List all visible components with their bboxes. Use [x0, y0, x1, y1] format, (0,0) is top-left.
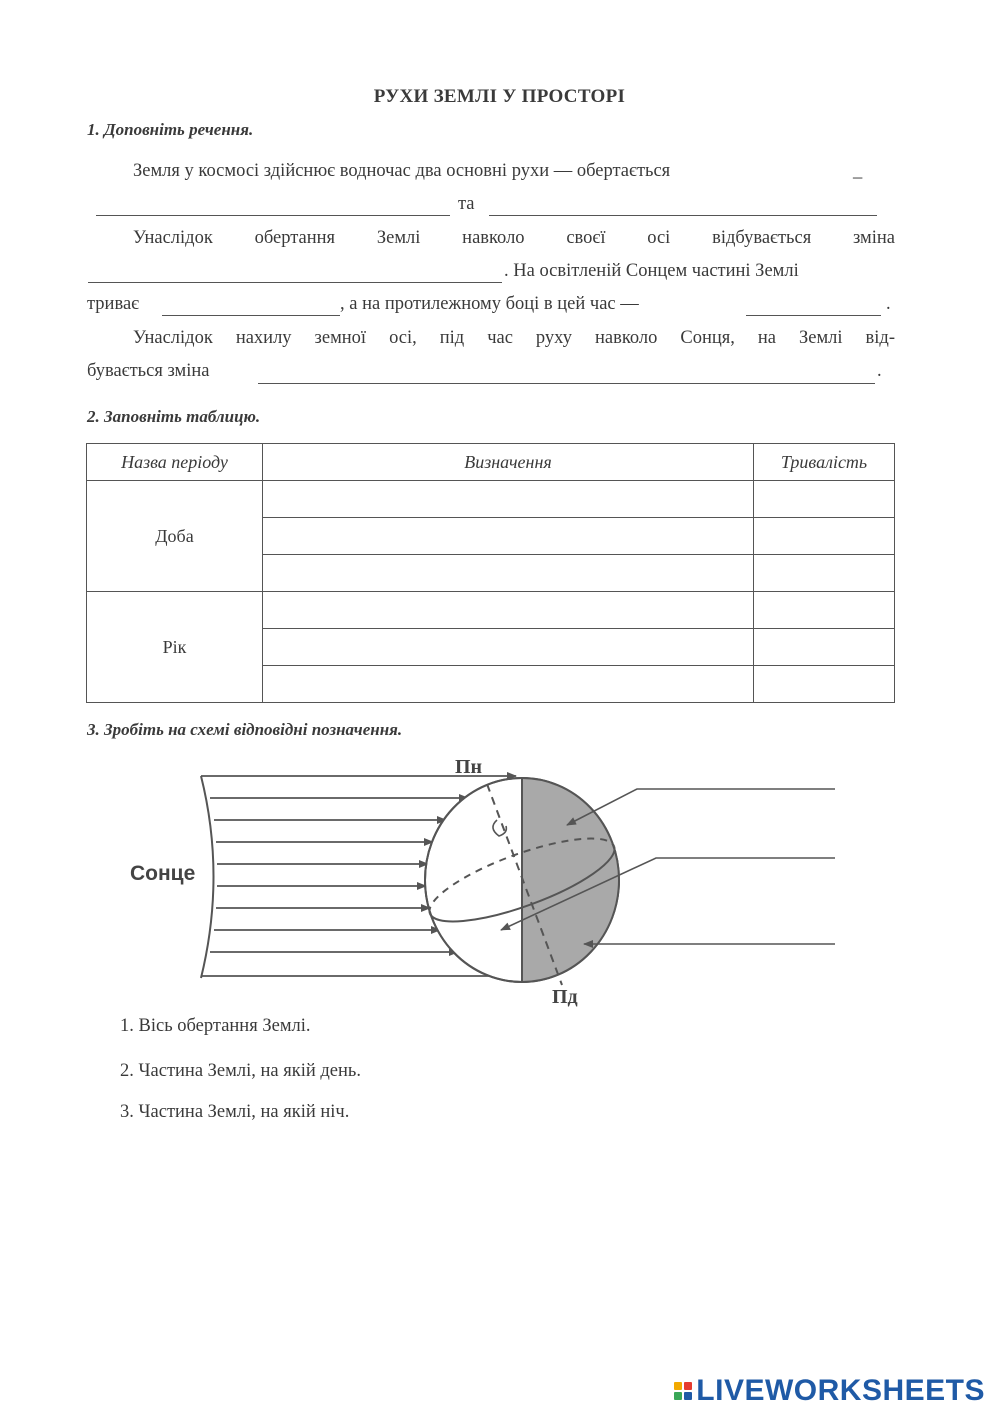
duration-cell[interactable]: [754, 518, 895, 555]
answer-input-change[interactable]: [92, 263, 498, 283]
definition-cell[interactable]: [263, 666, 754, 703]
task1-p3-line2-start: бувається зміна: [87, 361, 210, 381]
task1-p2-line3-start: триває: [87, 294, 140, 314]
sun-boundary: [201, 776, 214, 978]
pointer-line-1: [567, 789, 835, 825]
legend-item-night: 3. Частина Землі, на якій ніч.: [120, 1102, 350, 1122]
column-header-period: Назва періоду: [87, 444, 263, 481]
page-title: РУХИ ЗЕМЛІ У ПРОСТОРІ: [373, 86, 626, 107]
row-label-year: Рік: [87, 592, 263, 703]
north-pole-label: Пн: [455, 756, 483, 778]
earth-night-side[interactable]: [522, 770, 632, 990]
task1-p2-mid: . На освітленій Сонцем частині Землі: [504, 261, 799, 281]
duration-cell[interactable]: [754, 555, 895, 592]
brand-name: LIVEWORKSHEETS: [696, 1374, 985, 1407]
earth-sun-diagram: [0, 740, 999, 1020]
task1-p3-end: .: [877, 361, 882, 381]
task1-p1-start: Земля у космосі здійснює водночас два основні рухи — обертається: [133, 161, 671, 181]
liveworksheets-logo[interactable]: [674, 1374, 985, 1408]
definition-cell[interactable]: [263, 518, 754, 555]
task1-p1-dash: _: [853, 161, 863, 181]
task2-heading: 2. Заповніть таблицю.: [87, 407, 261, 426]
answer-input-night[interactable]: [750, 296, 877, 316]
answer-input-seasons[interactable]: [262, 364, 871, 384]
definition-cell[interactable]: [263, 629, 754, 666]
duration-cell[interactable]: [754, 666, 895, 703]
task1-p2-start: Унаслідок обертання Землі навколо своєї осі відбувається зміна: [133, 228, 895, 248]
duration-cell[interactable]: [754, 481, 895, 518]
task1-p3-start: Унаслідок нахилу земної осі, під час руху навколо Сонця, на Землі від-: [133, 328, 895, 348]
table-header-row: [87, 444, 895, 481]
legend-item-day: 2. Частина Землі, на якій день.: [120, 1061, 361, 1081]
column-header-duration: Тривалість: [754, 444, 895, 481]
duration-cell[interactable]: [754, 629, 895, 666]
task1-p2-line3-mid: , а на протилежному боці в цей час —: [340, 294, 639, 314]
answer-input-revolution[interactable]: [493, 196, 873, 216]
task1-p2-line3-end: .: [886, 294, 891, 314]
task1-p1-mid: та: [458, 194, 475, 214]
legend-item-axis: 1. Вісь обертання Землі.: [120, 1016, 311, 1036]
task3-heading: 3. Зробіть на схемі відповідні позначення.: [87, 720, 403, 739]
row-label-day: Доба: [87, 481, 263, 592]
duration-cell[interactable]: [754, 592, 895, 629]
definition-cell[interactable]: [263, 481, 754, 518]
task1-heading: 1. Доповніть речення.: [87, 120, 254, 139]
periods-table: [86, 443, 895, 703]
liveworksheets-logo-icon: [674, 1382, 692, 1400]
answer-input-day[interactable]: [166, 296, 336, 316]
table-row: [87, 481, 895, 518]
definition-cell[interactable]: [263, 555, 754, 592]
answer-input-rotation[interactable]: [100, 196, 446, 216]
table-row: [87, 592, 895, 629]
south-pole-label: Пд: [552, 986, 578, 1008]
column-header-definition: Визначення: [263, 444, 754, 481]
definition-cell[interactable]: [263, 592, 754, 629]
sun-label: Сонце: [130, 862, 196, 885]
